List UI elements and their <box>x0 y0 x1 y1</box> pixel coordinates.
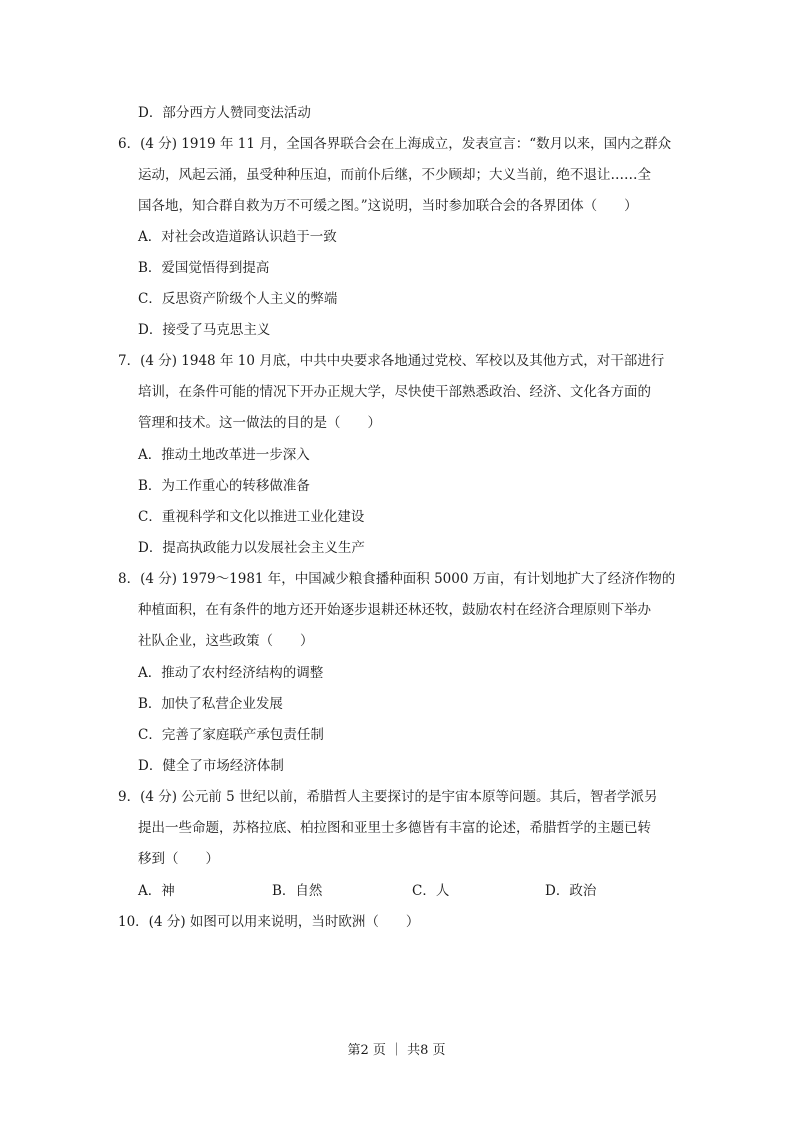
question-7-option-b: B．为工作重心的转移做准备 <box>138 478 310 494</box>
question-8-option-b: B．加快了私营企业发展 <box>138 696 283 712</box>
question-6-option-c: C．反思资产阶级个人主义的弊端 <box>138 291 338 307</box>
question-9-option-a: A．神 <box>138 883 175 899</box>
question-6-option-d: D．接受了马克思主义 <box>138 322 271 338</box>
question-7-option-a: A．推动土地改革进一步深入 <box>138 447 310 463</box>
question-7-stem-line-2: 培训，在条件可能的情况下开办正规大学，尽快使干部熟悉政治、经济、文化各方面的 <box>138 384 651 400</box>
question-7-option-c: C．重视科学和文化以推进工业化建设 <box>138 509 365 525</box>
question-6-stem-line-1: 6．(4 分) 1919 年 11 月，全国各界联合会在上海成立，发表宣言：“数月以来，国内之群众 <box>118 136 672 152</box>
question-6-option-a: A．对社会改造道路认识趋于一致 <box>138 229 337 245</box>
question-8-option-c: C．完善了家庭联产承包责任制 <box>138 727 324 743</box>
q5-option-d: D．部分西方人赞同变法活动 <box>138 105 311 121</box>
question-9-stem-line-3: 移到（ ） <box>138 851 219 867</box>
question-9-option-d: D．政治 <box>545 883 597 899</box>
question-7-stem-line-1: 7．(4 分) 1948 年 10 月底，中共中央要求各地通过党校、军校以及其他方式，对干部进行 <box>118 353 665 369</box>
question-8-option-a: A．推动了农村经济结构的调整 <box>138 665 324 681</box>
question-6-option-b: B．爱国觉悟得到提高 <box>138 260 270 276</box>
question-9-option-c: C．人 <box>412 883 450 899</box>
question-9-stem-line-1: 9．(4 分) 公元前 5 世纪以前，希腊哲人主要探讨的是宇宙本原等问题。其后，智者学派另 <box>118 789 658 805</box>
question-10-stem-line-1: 10．(4 分) 如图可以用来说明，当时欧洲（ ） <box>118 914 420 930</box>
question-7-option-d: D．提高执政能力以发展社会主义生产 <box>138 540 365 556</box>
page-footer: 第2 页 ｜ 共8 页 <box>347 1043 446 1058</box>
question-8-stem-line-3: 社队企业，这些政策（ ） <box>138 633 314 649</box>
question-8-option-d: D．健全了市场经济体制 <box>138 758 284 774</box>
question-6-stem-line-2: 运动，风起云涌，虽受种种压迫，而前仆后继，不少顾却；大义当前，绝不退让……全 <box>138 167 651 183</box>
question-8-stem-line-2: 种植面积，在有条件的地方还开始逐步退耕还林还牧，鼓励农村在经济合理原则下举办 <box>138 602 651 618</box>
question-9-stem-line-2: 提出一些命题，苏格拉底、柏拉图和亚里士多德皆有丰富的论述，希腊哲学的主题已转 <box>138 820 651 836</box>
question-7-stem-line-3: 管理和技术。这一做法的目的是（ ） <box>138 415 381 431</box>
question-8-stem-line-1: 8．(4 分) 1979～1981 年，中国减少粮食播种面积 5000 万亩，有计划地扩大了经济作物的 <box>118 571 676 587</box>
question-6-stem-line-3: 国各地，知合群自救为万不可缓之图。”这说明，当时参加联合会的各界团体（ ） <box>138 198 638 214</box>
question-9-option-b: B．自然 <box>272 883 323 899</box>
